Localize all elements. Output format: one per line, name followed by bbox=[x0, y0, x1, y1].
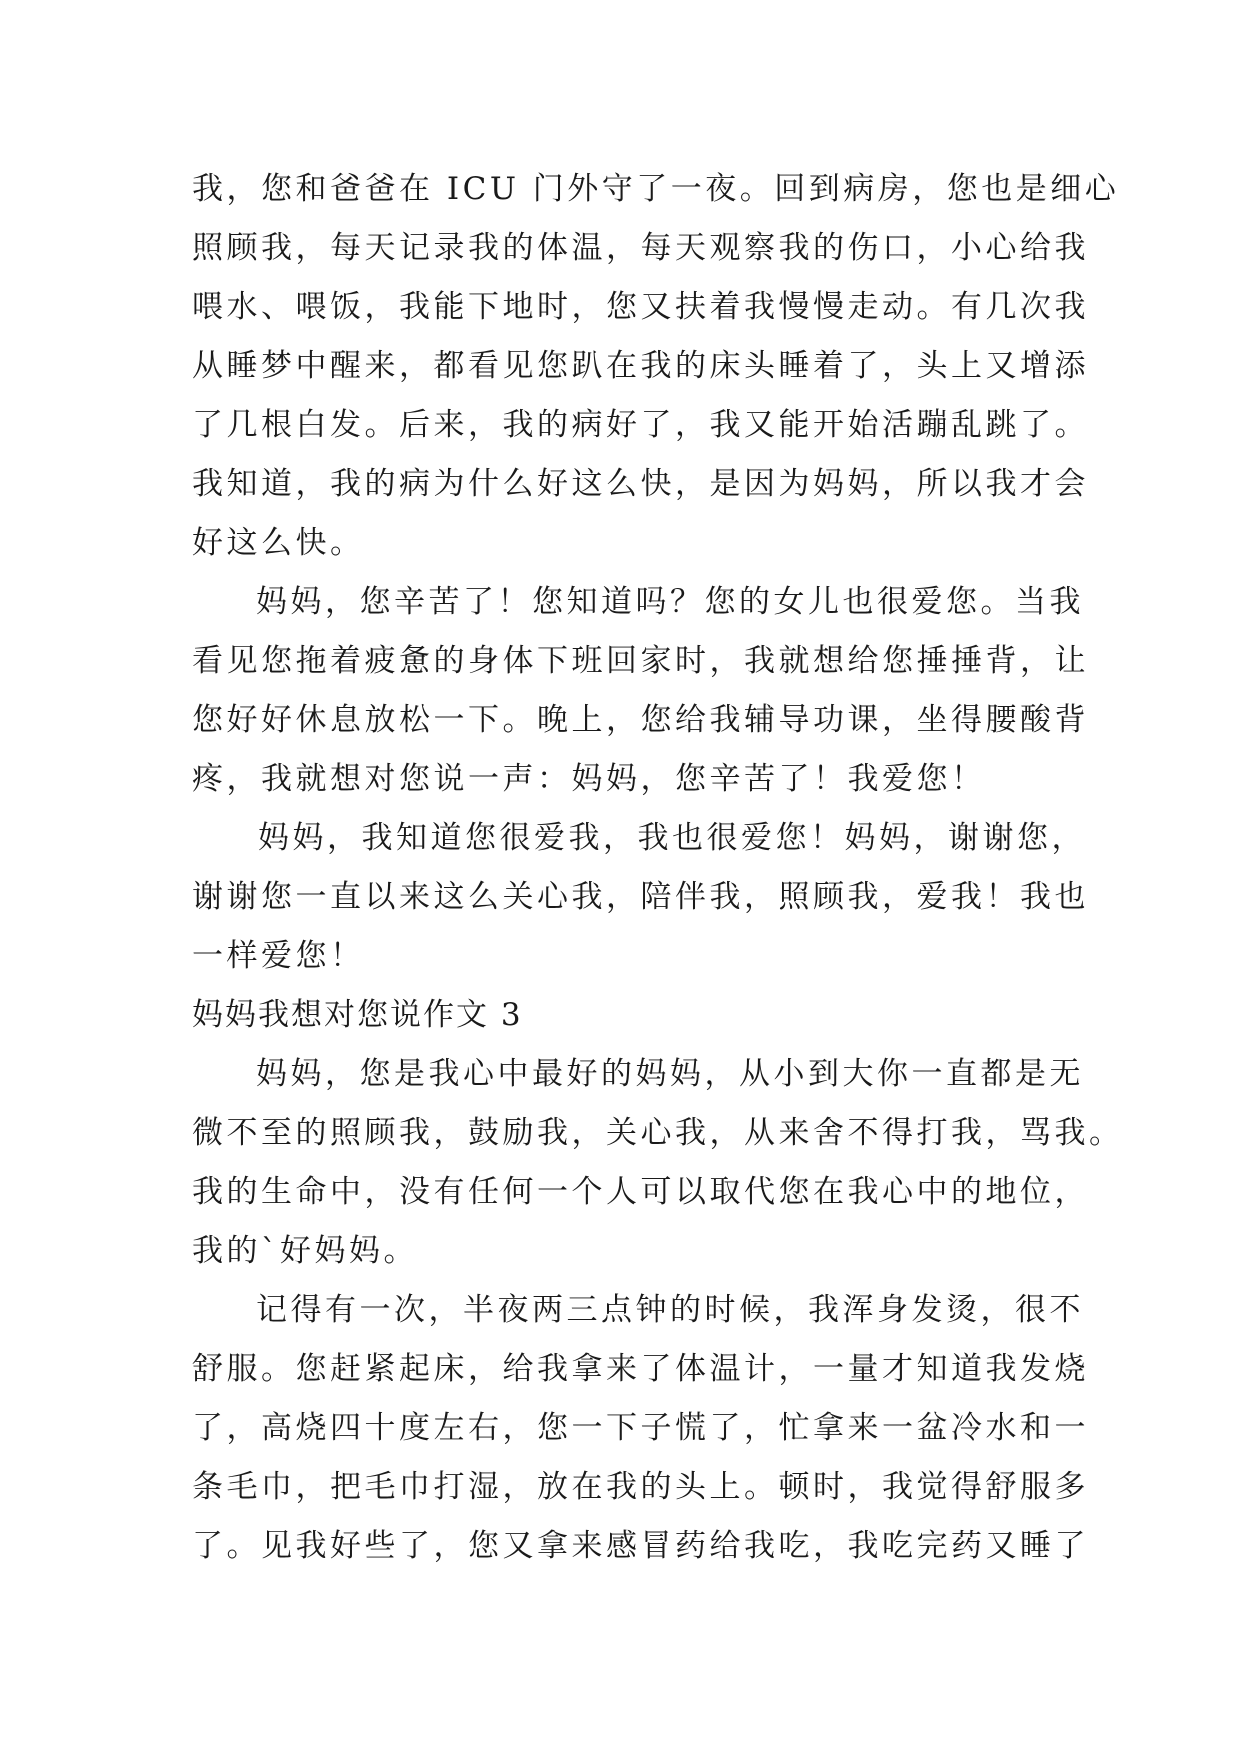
paragraph-continued bbox=[192, 160, 1120, 573]
text-line: 您好好休息放松一下。晚上，您给我辅导功课，坐得腰酸背 bbox=[192, 702, 1089, 738]
text-line: 谢谢您一直以来这么关心我，陪伴我，照顾我，爱我！我也 bbox=[192, 879, 1089, 915]
text-line: 我知道，我的病为什么好这么快，是因为妈妈，所以我才会 bbox=[192, 466, 1089, 502]
section-title: 妈妈我想对您说作文 3 bbox=[192, 997, 523, 1033]
text-line: 从睡梦中醒来，都看见您趴在我的床头睡着了，头上又增添 bbox=[192, 348, 1089, 384]
paragraph-4 bbox=[192, 1045, 1124, 1281]
text-line: 我的`好妈妈。 bbox=[192, 1233, 418, 1269]
text-line: 照顾我，每天记录我的体温，每天观察我的伤口，小心给我 bbox=[192, 230, 1089, 266]
text-line: 妈妈，您是我心中最好的妈妈，从小到大你一直都是无 bbox=[256, 1056, 1084, 1092]
text-line: 舒服。您赶紧起床，给我拿来了体温计，一量才知道我发烧 bbox=[192, 1351, 1089, 1387]
text-line: 疼，我就想对您说一声：妈妈，您辛苦了！我爱您！ bbox=[192, 761, 986, 797]
text-line: 了几根白发。后来，我的病好了，我又能开始活蹦乱跳了。 bbox=[192, 407, 1089, 443]
text-line: 我的生命中，没有任何一个人可以取代您在我心中的地位， bbox=[192, 1174, 1089, 1210]
paragraph-5 bbox=[192, 1281, 1089, 1576]
text-line: 好这么快。 bbox=[192, 525, 365, 561]
document-body bbox=[192, 160, 1124, 1576]
text-line: 记得有一次，半夜两三点钟的时候，我浑身发烫，很不 bbox=[256, 1292, 1084, 1328]
text-line: 妈妈，我知道您很爱我，我也很爱您！妈妈，谢谢您， bbox=[258, 820, 1086, 856]
text-line: 了。见我好些了，您又拿来感冒药给我吃，我吃完药又睡了 bbox=[192, 1528, 1089, 1564]
text-line: 一样爱您！ bbox=[192, 938, 365, 974]
text-line: 妈妈，您辛苦了！您知道吗？您的女儿也很爱您。当我 bbox=[256, 584, 1084, 620]
text-line: 我，您和爸爸在 ICU 门外守了一夜。回到病房，您也是细心 bbox=[192, 171, 1120, 207]
text-line: 条毛巾，把毛巾打湿，放在我的头上。顿时，我觉得舒服多 bbox=[192, 1469, 1089, 1505]
paragraph-3 bbox=[192, 809, 1089, 986]
text-line: 微不至的照顾我，鼓励我，关心我，从来舍不得打我，骂我。 bbox=[192, 1115, 1124, 1151]
text-line: 了，高烧四十度左右，您一下子慌了，忙拿来一盆冷水和一 bbox=[192, 1410, 1089, 1446]
text-line: 看见您拖着疲惫的身体下班回家时，我就想给您捶捶背，让 bbox=[192, 643, 1089, 679]
paragraph-2 bbox=[192, 573, 1089, 809]
text-line: 喂水、喂饭，我能下地时，您又扶着我慢慢走动。有几次我 bbox=[192, 289, 1089, 325]
